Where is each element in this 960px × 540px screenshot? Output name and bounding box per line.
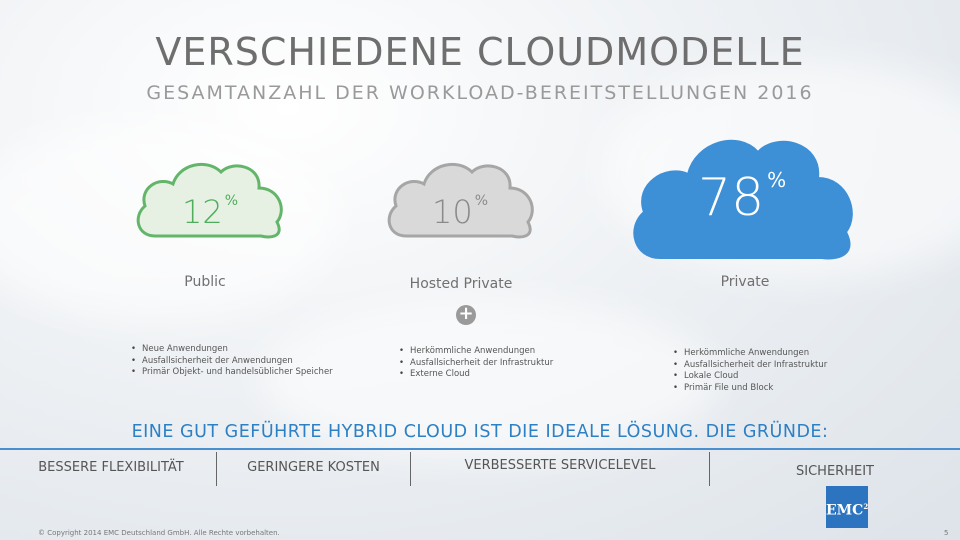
list-item: • Neue Anwendungen: [131, 344, 333, 356]
list-item: • Primär File und Block: [673, 383, 827, 395]
private-label: Private: [720, 274, 770, 290]
emc-logo: EMC$^2$: [826, 486, 868, 528]
hosted-private-label: Hosted Private: [409, 276, 513, 292]
list-item: • Ausfallsicherheit der Infrastruktur: [399, 358, 553, 370]
list-item: • Externe Cloud: [399, 369, 553, 381]
private-bullet-list: [673, 348, 827, 394]
list-item: • Ausfallsicherheit der Infrastruktur: [673, 360, 827, 372]
list-item: • Herkömmliche Anwendungen: [673, 348, 827, 360]
private-percentage: 78 %: [698, 168, 787, 228]
list-item: • Herkömmliche Anwendungen: [399, 346, 553, 358]
tab-separator: [709, 452, 710, 486]
page-number: 5: [944, 529, 949, 537]
copyright-footer: © Copyright 2014 EMC Deutschland GmbH. Alle Rechte vorbehalten.: [38, 529, 280, 537]
tab-flexibility: BESSERE FLEXIBILITÄT: [38, 460, 184, 475]
public-label: Public: [184, 274, 226, 290]
tab-costs: GERINGERE KOSTEN: [247, 460, 380, 475]
hosted-private-bullet-list: [399, 346, 553, 381]
public-bullet-list: [131, 344, 333, 379]
slide-title: VERSCHIEDENE CLOUDMODELLE: [155, 30, 805, 74]
list-item: • Ausfallsicherheit der Anwendungen: [131, 356, 333, 368]
tab-security: SICHERHEIT: [796, 464, 874, 479]
slide-subtitle: GESAMTANZAHL DER WORKLOAD-BEREITSTELLUNGEN 2016: [146, 82, 814, 104]
list-item: • Primär Objekt- und handelsüblicher Speicher: [131, 367, 333, 379]
plus-icon: +: [456, 305, 476, 325]
list-item: • Lokale Cloud: [673, 371, 827, 383]
public-percentage: 12 %: [182, 193, 239, 231]
tab-service-level: VERBESSERTE SERVICELEVEL: [464, 458, 656, 473]
hosted-private-percentage: 10 %: [432, 193, 489, 231]
reason-heading: EINE GUT GEFÜHRTE HYBRID CLOUD IST DIE IDEALE LÖSUNG. DIE GRÜNDE:: [131, 422, 829, 442]
